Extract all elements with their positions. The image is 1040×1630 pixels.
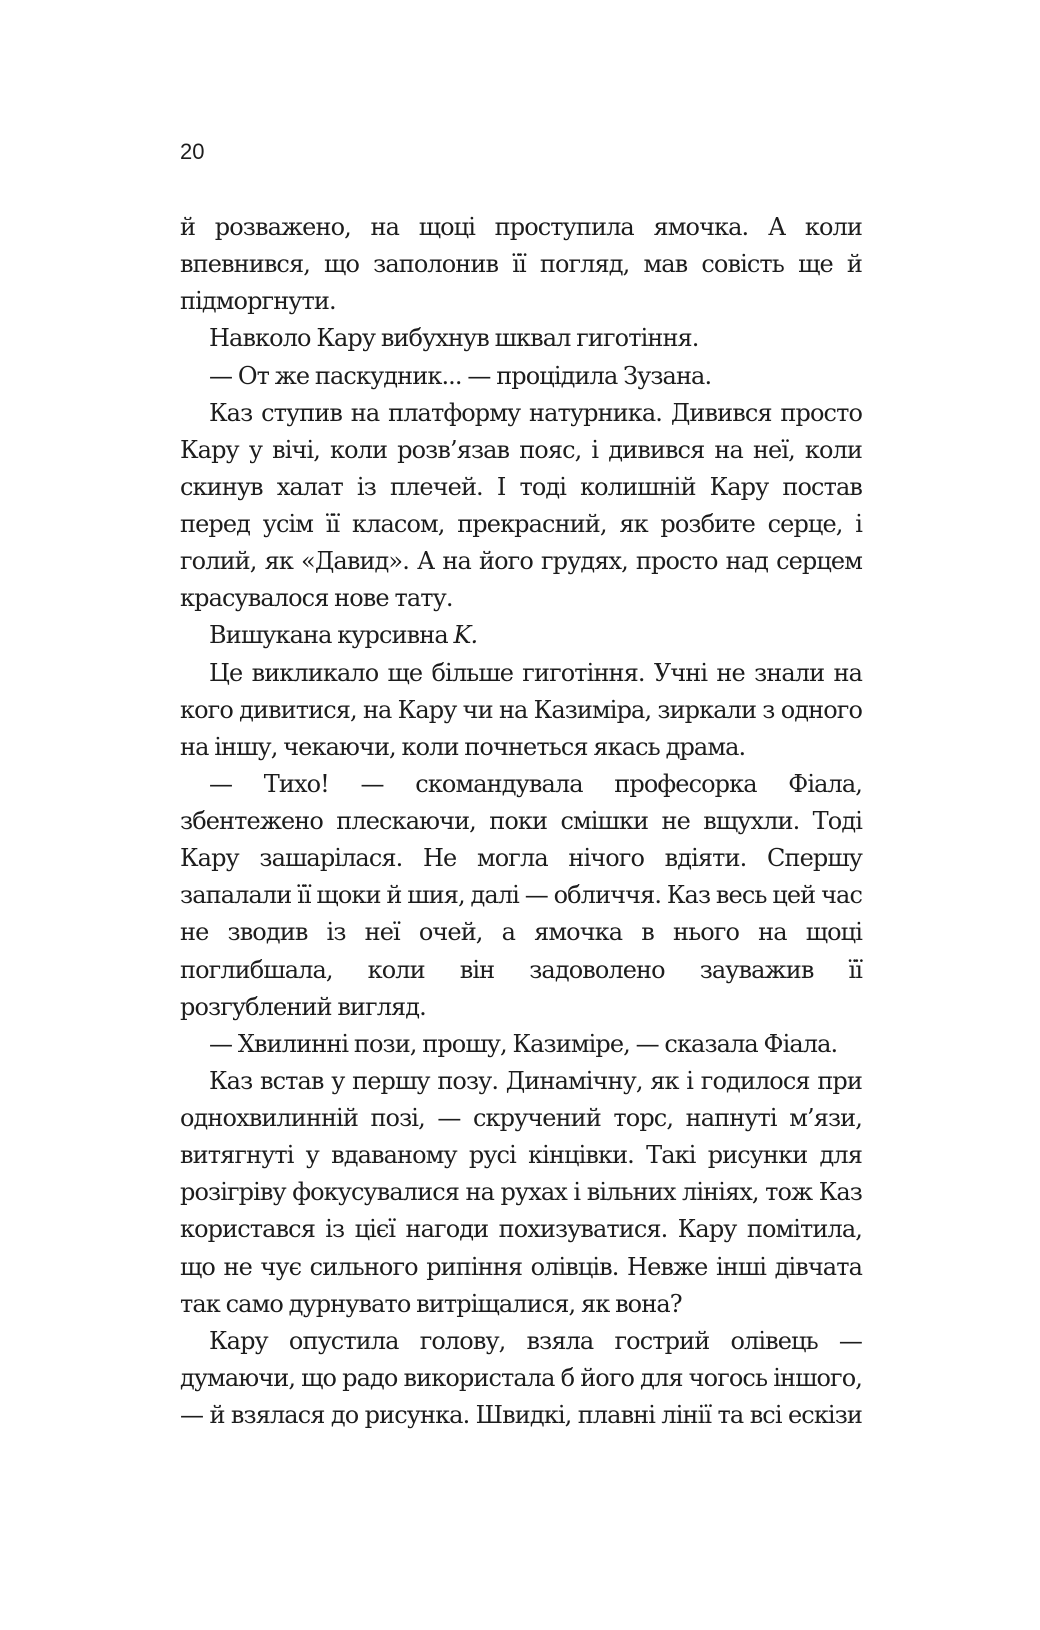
paragraph-1: й розважено, на щоці проступила ямочка. А коли впевнився, що заполонив її погляд, мав совість ще й підморгнути. [180, 213, 862, 316]
tattoo-letter: K. [453, 621, 478, 650]
body-text [180, 209, 862, 1434]
paragraph-4: Каз ступив на платформу натурника. Дивився просто Кару у вічі, коли розв’язав пояс, і дивився на неї, коли скинув халат із плечей. І тоді колишній Кару постав перед усім її класом, прекрасний, як розбите серце, і голий, як «Давид». А на його грудях, просто над серцем красувалося нове тату. [180, 398, 862, 613]
paragraph-2: Навколо Кару вибухнув шквал гиготіння. [209, 324, 699, 353]
paragraph-7: — Тихо! — скомандувала професорка Фіала, збентежено плескаючи, поки смішки не вщухли. Тоді Кару зашарілася. Не могла нічого вдіяти. Спершу запалали її щоки й шия, далі — обличчя. Каз весь цей час не зводив із неї очей, а ямочка в нього на щоці поглибшала, коли він задоволено зауважив її розгублений вигляд. [180, 769, 862, 1021]
paragraph-3: — От же паскудник... — процідила Зузана. [209, 361, 712, 390]
paragraph-5-text: Вишукана курсивна [209, 621, 448, 650]
page-number: 20 [180, 139, 205, 164]
paragraph-8: — Хвилинні пози, прошу, Казиміре, — сказала Фіала. [209, 1029, 838, 1058]
paragraph-9: Каз встав у першу позу. Динамічну, як і годилося при однохвилинній позі, — скручений торс, напнуті м’язи, витягнуті у вдаваному русі кінцівки. Такі рисунки для розігріву фокусувалися на рухах і вільних лініях, тож Каз користався із цієї нагоди похизуватися. Кару помітила, що не чує сильного рипіння олівців. Невже інші дівчата так само дурнувато витріщалися, як вона? [180, 1066, 862, 1318]
paragraph-6: Це викликало ще більше гиготіння. Учні не знали на кого дивитися, на Кару чи на Казиміра, зиркали з одного на іншу, чекаючи, коли почнеться якась драма. [180, 658, 862, 761]
paragraph-10: Кару опустила голову, взяла гострий олівець — думаючи, що радо використала б його для чогось іншого, — й взялася до рисунка. Швидкі, плавні лінії та всі ескізи [180, 1326, 862, 1429]
paragraph-5 [180, 617, 862, 654]
